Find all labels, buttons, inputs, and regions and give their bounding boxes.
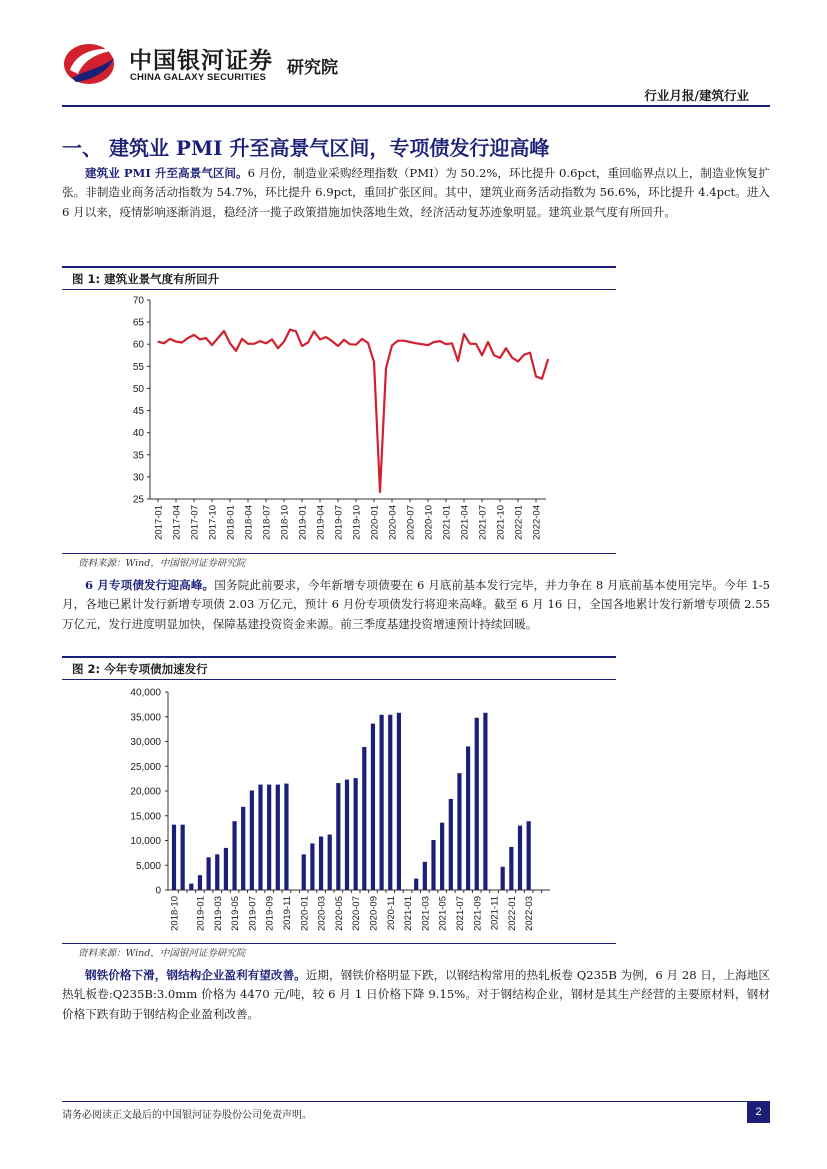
bar bbox=[509, 847, 513, 890]
footer-divider bbox=[62, 1101, 770, 1102]
data-point bbox=[445, 344, 446, 345]
bar bbox=[181, 825, 185, 890]
bar bbox=[250, 791, 254, 890]
data-point bbox=[409, 341, 410, 342]
bar bbox=[284, 784, 288, 890]
data-point bbox=[229, 343, 230, 344]
page-header bbox=[0, 0, 827, 110]
bar bbox=[267, 785, 271, 890]
bar bbox=[328, 835, 332, 890]
x-tick-label: 2018-10 bbox=[169, 896, 181, 931]
y-tick-label: 30,000 bbox=[130, 737, 161, 748]
data-point bbox=[511, 357, 512, 358]
bar bbox=[215, 854, 219, 890]
x-tick-label: 2019-03 bbox=[212, 896, 224, 931]
x-tick-label: 2020-01 bbox=[299, 896, 311, 931]
paragraph-text: 6 月份，制造业采购经理指数（PMI）为 50.2%，环比提升 0.6pct，重回临界点以上，制造业恢复扩张。非制造业商务活动指数为 54.7%，环比提升 6.9pct，重回扩张区间。其中，建筑业商务活动指数为 56.6%，环比提升 4.4pct。进入 6 月以来，疫情影响逐渐消退，稳经济一揽子政策措施加快落地生效，经济活动复苏迹象明显。建筑业景气度有所回升。 bbox=[62, 166, 770, 219]
x-tick-label: 2021-04 bbox=[459, 505, 471, 540]
x-tick-label: 2021-03 bbox=[420, 896, 432, 931]
x-tick-label: 2018-04 bbox=[243, 505, 255, 540]
figure-2-caption: 图 2: 今年专项债加速发行 bbox=[72, 662, 208, 676]
bar bbox=[258, 785, 262, 890]
data-point bbox=[205, 337, 206, 338]
x-tick-label: 2018-01 bbox=[225, 505, 237, 540]
data-point bbox=[175, 341, 176, 342]
x-tick-label: 2019-07 bbox=[333, 505, 345, 540]
x-tick-label: 2020-07 bbox=[351, 896, 363, 931]
bar bbox=[457, 773, 461, 890]
data-point bbox=[223, 330, 224, 331]
series-line bbox=[158, 330, 548, 492]
data-point bbox=[337, 345, 338, 346]
x-tick-label: 2019-04 bbox=[315, 505, 327, 540]
data-point bbox=[271, 339, 272, 340]
page-number: 2 bbox=[747, 1101, 770, 1123]
figure-2-source: 资料来源：Wind，中国银河证券研究院 bbox=[78, 948, 246, 959]
x-tick-label: 2019-01 bbox=[195, 896, 207, 931]
x-tick-label: 2022-04 bbox=[531, 505, 543, 540]
y-tick-label: 50 bbox=[132, 383, 144, 395]
data-point bbox=[319, 339, 320, 340]
x-tick-label: 2019-01 bbox=[297, 505, 309, 540]
paragraph-lead: 6 月专项债发行迎高峰。 bbox=[85, 578, 215, 592]
data-point bbox=[301, 345, 302, 346]
bar bbox=[241, 807, 245, 890]
data-point bbox=[355, 344, 356, 345]
bar bbox=[362, 747, 366, 890]
data-point bbox=[277, 348, 278, 349]
data-point bbox=[499, 357, 500, 358]
y-tick-label: 10,000 bbox=[130, 836, 161, 847]
bar bbox=[380, 715, 384, 890]
data-point bbox=[535, 376, 536, 377]
y-tick-label: 35 bbox=[132, 450, 144, 462]
x-tick-label: 2021-09 bbox=[472, 896, 484, 931]
paragraph-text: 近期，钢铁价格明显下跌，以钢结构常用的热轧板卷 Q235B 为例，6 月 28 日，上海地区热轧板卷:Q235B:3.0mm 价格为 4470 元/吨，较 6 月 1 日价格下降 9.15%。对于钢结构企业，钢材是其生产经营的主要原材料，钢材价格下跌有助于钢结构企业盈利改善。 bbox=[62, 968, 770, 1021]
paragraph-pmi bbox=[62, 164, 770, 222]
figure-1-bottom-rule bbox=[62, 553, 616, 554]
bar bbox=[483, 713, 487, 890]
figure-1-caption-bar bbox=[62, 266, 616, 290]
data-point bbox=[433, 341, 434, 342]
bar bbox=[440, 823, 444, 890]
x-tick-label: 2019-07 bbox=[247, 896, 259, 931]
data-point bbox=[361, 338, 362, 339]
data-point bbox=[211, 345, 212, 346]
bar bbox=[345, 780, 349, 890]
special-bond-bar-chart bbox=[62, 682, 616, 942]
data-point bbox=[373, 361, 374, 362]
data-point bbox=[451, 343, 452, 344]
x-tick-label: 2021-07 bbox=[454, 896, 466, 931]
section-title: 一、 建筑业 PMI 升至高景气区间，专项债发行迎高峰 bbox=[62, 136, 550, 160]
bar bbox=[423, 862, 427, 890]
data-point bbox=[523, 354, 524, 355]
x-tick-label: 2021-05 bbox=[437, 896, 449, 931]
x-tick-label: 2017-04 bbox=[171, 505, 183, 540]
y-tick-label: 20,000 bbox=[130, 786, 161, 798]
x-tick-label: 2022-03 bbox=[524, 896, 536, 931]
x-tick-label: 2020-01 bbox=[369, 505, 381, 540]
x-tick-label: 2020-07 bbox=[405, 505, 417, 540]
data-point bbox=[265, 343, 266, 344]
x-tick-label: 2019-05 bbox=[230, 896, 242, 931]
disclaimer-note: 请务必阅读正文最后的中国银河证券股份公司免责声明。 bbox=[62, 1110, 312, 1121]
bar bbox=[388, 715, 392, 890]
data-point bbox=[283, 341, 284, 342]
x-tick-label: 2022-01 bbox=[513, 505, 525, 540]
data-point bbox=[529, 352, 530, 353]
data-point bbox=[415, 343, 416, 344]
data-point bbox=[367, 342, 368, 343]
data-point bbox=[481, 355, 482, 356]
data-point bbox=[439, 341, 440, 342]
bar bbox=[310, 843, 314, 890]
data-point bbox=[169, 338, 170, 339]
data-point bbox=[193, 334, 194, 335]
x-tick-label: 2019-09 bbox=[264, 896, 276, 931]
data-point bbox=[385, 368, 386, 369]
x-tick-label: 2019-11 bbox=[281, 896, 293, 931]
x-tick-label: 2021-01 bbox=[403, 896, 415, 931]
bar bbox=[198, 875, 202, 890]
bar bbox=[189, 884, 193, 890]
data-point bbox=[289, 329, 290, 330]
data-point bbox=[235, 350, 236, 351]
data-point bbox=[427, 345, 428, 346]
y-tick-label: 5,000 bbox=[135, 860, 161, 872]
figure-1-caption: 图 1: 建筑业景气度有所回升 bbox=[72, 272, 220, 286]
y-tick-label: 70 bbox=[132, 295, 144, 307]
data-point bbox=[349, 344, 350, 345]
institute-name: 研究院 bbox=[287, 58, 338, 78]
y-tick-label: 35,000 bbox=[130, 712, 161, 724]
data-point bbox=[199, 339, 200, 340]
bar bbox=[431, 840, 435, 890]
bar bbox=[466, 746, 470, 890]
data-point bbox=[325, 337, 326, 338]
bar bbox=[224, 848, 228, 890]
data-point bbox=[493, 355, 494, 356]
data-point bbox=[397, 340, 398, 341]
paragraph-bonds bbox=[62, 576, 770, 634]
bar bbox=[414, 879, 418, 890]
bar bbox=[475, 718, 479, 890]
data-point bbox=[463, 333, 464, 334]
y-tick-label: 40 bbox=[132, 428, 144, 440]
logo-name-cn: 中国银河证券 bbox=[129, 48, 273, 74]
data-point bbox=[313, 331, 314, 332]
header-divider bbox=[62, 105, 770, 107]
data-point bbox=[403, 340, 404, 341]
data-point bbox=[475, 343, 476, 344]
bar bbox=[207, 857, 211, 890]
figure-2-caption-bar bbox=[62, 656, 616, 680]
x-tick-label: 2020-04 bbox=[387, 505, 399, 540]
x-tick-label: 2018-10 bbox=[279, 505, 291, 540]
x-tick-label: 2020-09 bbox=[368, 896, 380, 931]
y-tick-label: 30 bbox=[132, 472, 144, 484]
y-tick-label: 25,000 bbox=[130, 761, 161, 773]
data-point bbox=[505, 348, 506, 349]
bar bbox=[501, 867, 505, 890]
paragraph-text: 国务院此前要求，今年新增专项债要在 6 月底前基本发行完毕，并力争在 8 月底前基本使用完毕。今年 1-5 月，各地已累计发行新增专项债 2.03 万亿元，预计 6 月份专项债发行将迎来高峰。截至 6 月 16 日，全国各地累计发行新增专项债 2.55 万亿元，发行进度明显加快，保障基建投资资金来源。前三季度基建投资增速预计持续回暖。 bbox=[62, 578, 770, 631]
data-point bbox=[253, 343, 254, 344]
bar bbox=[518, 826, 522, 890]
x-tick-label: 2017-07 bbox=[189, 505, 201, 540]
data-point bbox=[547, 359, 548, 360]
y-tick-label: 25 bbox=[132, 494, 144, 506]
data-point bbox=[181, 342, 182, 343]
logo-name-en: CHINA GALAXY SECURITIES bbox=[130, 72, 267, 83]
x-tick-label: 2020-11 bbox=[385, 896, 397, 931]
data-point bbox=[469, 343, 470, 344]
y-tick-label: 15,000 bbox=[130, 811, 161, 823]
x-tick-label: 2020-10 bbox=[423, 505, 435, 540]
data-point bbox=[487, 341, 488, 342]
y-tick-label: 45 bbox=[132, 406, 144, 418]
y-tick-label: 65 bbox=[132, 317, 144, 329]
data-point bbox=[241, 338, 242, 339]
x-tick-label: 2021-07 bbox=[477, 505, 489, 540]
data-point bbox=[517, 361, 518, 362]
x-tick-label: 2021-01 bbox=[441, 505, 453, 540]
x-tick-label: 2021-11 bbox=[489, 896, 501, 931]
data-point bbox=[307, 342, 308, 343]
bar bbox=[232, 821, 236, 890]
bar bbox=[302, 854, 306, 890]
data-point bbox=[457, 360, 458, 361]
galaxy-logo-icon bbox=[62, 40, 118, 86]
data-point bbox=[163, 343, 164, 344]
bar bbox=[172, 825, 176, 890]
data-point bbox=[391, 345, 392, 346]
x-tick-label: 2021-10 bbox=[495, 505, 507, 540]
paragraph-steel bbox=[62, 966, 770, 1024]
data-point bbox=[331, 341, 332, 342]
bar bbox=[449, 799, 453, 890]
data-point bbox=[421, 344, 422, 345]
figure-1-source: 资料来源：Wind，中国银河证券研究院 bbox=[78, 558, 246, 569]
x-tick-label: 2020-03 bbox=[316, 896, 328, 931]
x-tick-label: 2020-05 bbox=[333, 896, 345, 931]
bar bbox=[371, 724, 375, 890]
bar bbox=[319, 837, 323, 890]
bar bbox=[276, 785, 280, 890]
x-tick-label: 2018-07 bbox=[261, 505, 273, 540]
data-point bbox=[541, 378, 542, 379]
data-point bbox=[157, 341, 158, 342]
paragraph-lead: 建筑业 PMI 升至高景气区间。 bbox=[85, 166, 248, 180]
paragraph-lead: 钢铁价格下滑，钢结构企业盈利有望改善。 bbox=[85, 968, 306, 982]
y-tick-label: 55 bbox=[132, 361, 144, 373]
data-point bbox=[259, 341, 260, 342]
bar bbox=[354, 778, 358, 890]
y-tick-label: 60 bbox=[132, 339, 144, 351]
data-point bbox=[379, 491, 380, 492]
data-point bbox=[247, 343, 248, 344]
report-type: 行业月报/建筑行业 bbox=[644, 88, 749, 103]
bar bbox=[527, 821, 531, 890]
data-point bbox=[343, 339, 344, 340]
bar bbox=[336, 783, 340, 890]
figure-2-bottom-rule bbox=[62, 943, 616, 944]
x-tick-label: 2017-01 bbox=[153, 505, 165, 540]
y-tick-label: 40,000 bbox=[130, 687, 161, 699]
data-point bbox=[187, 337, 188, 338]
x-tick-label: 2017-10 bbox=[207, 505, 219, 540]
x-tick-label: 2022-01 bbox=[506, 896, 518, 931]
y-tick-label: 0 bbox=[155, 885, 161, 897]
x-tick-label: 2019-10 bbox=[351, 505, 363, 540]
data-point bbox=[217, 337, 218, 338]
pmi-line-chart bbox=[62, 292, 616, 550]
data-point bbox=[295, 331, 296, 332]
bar bbox=[397, 713, 401, 890]
